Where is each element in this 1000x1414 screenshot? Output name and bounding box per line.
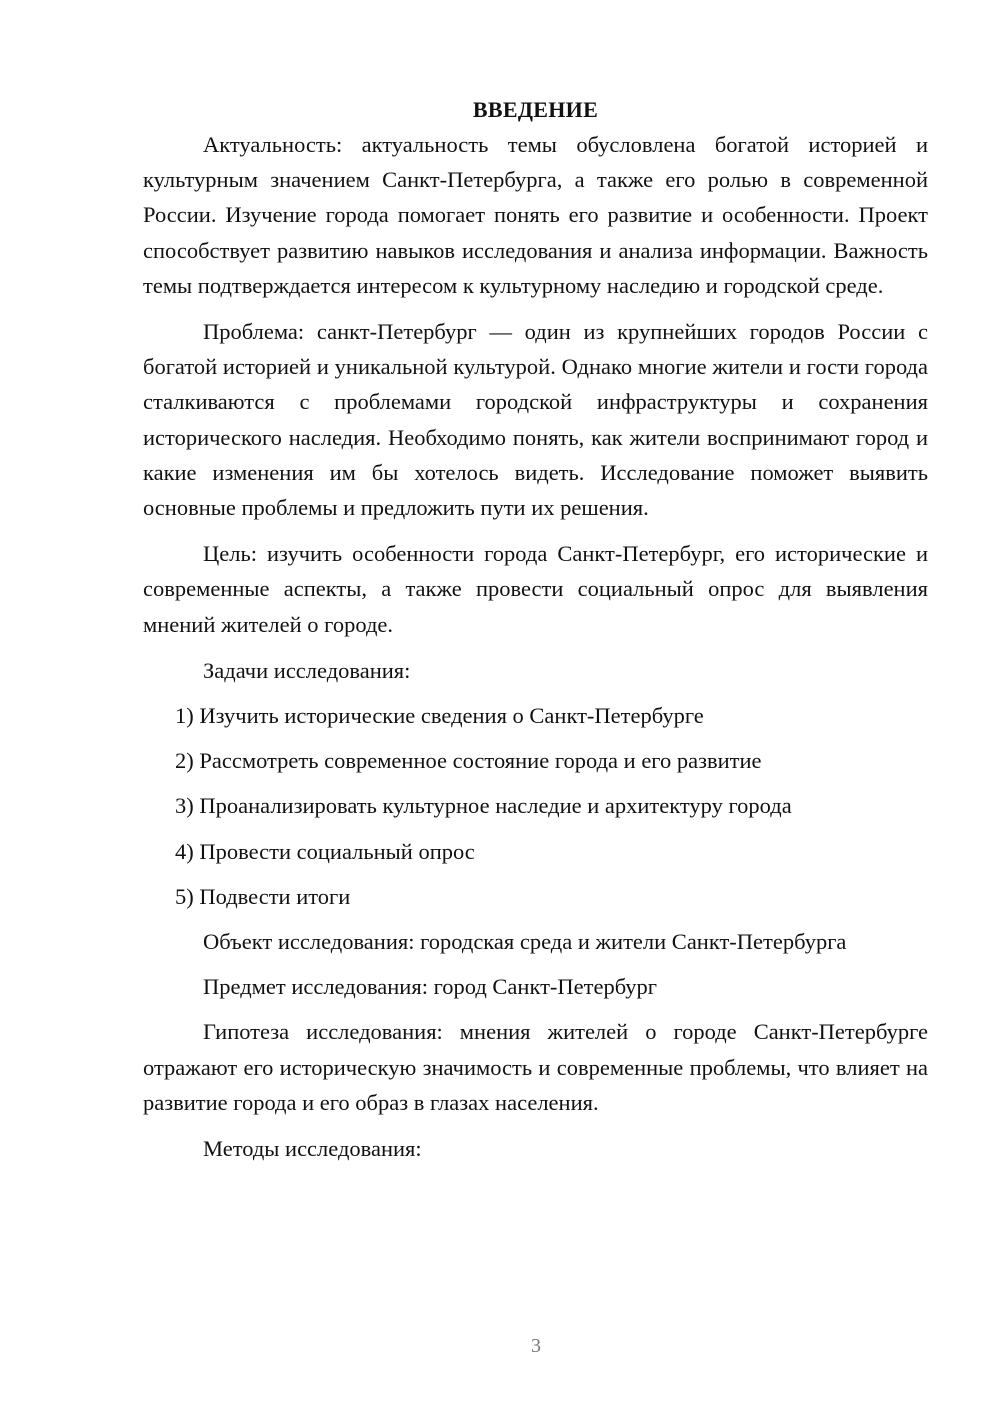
page-title: ВВЕДЕНИЕ xyxy=(472,97,599,122)
tasks-list xyxy=(143,698,928,914)
subject-line: Предмет исследования: город Санкт-Петербург xyxy=(203,974,658,1000)
methods-heading: Методы исследования: xyxy=(203,1136,422,1162)
list-item: 3) Проанализировать культурное наследие и архитектуру города xyxy=(175,793,792,819)
document-page xyxy=(143,92,928,1176)
goal-paragraph: Цель: изучить особенности города Санкт-Петербург, его исторические и современные аспекты, а также провести социальный опрос для выявления мнений жителей о городе. xyxy=(143,541,928,637)
list-item: 2) Рассмотреть современное состояние города и его развитие xyxy=(175,748,762,774)
list-item: 1) Изучить исторические сведения о Санкт-Петербурге xyxy=(175,703,704,729)
relevance-paragraph: Актуальность: актуальность темы обусловлена богатой историей и культурным значением Санкт-Петербурга, а также его ролью в современной России. Изучение города помогает понять его развитие и особенности. Проект способствует развитию навыков исследования и анализа информации. Важность темы подтверждается интересом к культурному наследию и городской среде. xyxy=(143,132,928,298)
list-item: 4) Провести социальный опрос xyxy=(175,838,475,864)
list-item: 5) Подвести итоги xyxy=(175,883,351,909)
page-number: 3 xyxy=(531,1335,541,1357)
object-line: Объект исследования: городская среда и жители Санкт-Петербурга xyxy=(203,929,847,955)
hypothesis-paragraph: Гипотеза исследования: мнения жителей о городе Санкт-Петербурге отражают его историческую значимость и современные проблемы, что влияет на развитие города и его образ в глазах населения. xyxy=(143,1019,928,1115)
problem-paragraph: Проблема: санкт-Петербург — один из крупнейших городов России с богатой историей и уникальной культурой. Однако многие жители и гости города сталкиваются с проблемами городской инфраструктуры и сохранения исторического наследия. Необходимо понять, как жители воспринимают город и какие изменения им бы хотелось видеть. Исследование поможет выявить основные проблемы и предложить пути их решения. xyxy=(143,319,928,521)
tasks-heading: Задачи исследования: xyxy=(203,657,411,683)
